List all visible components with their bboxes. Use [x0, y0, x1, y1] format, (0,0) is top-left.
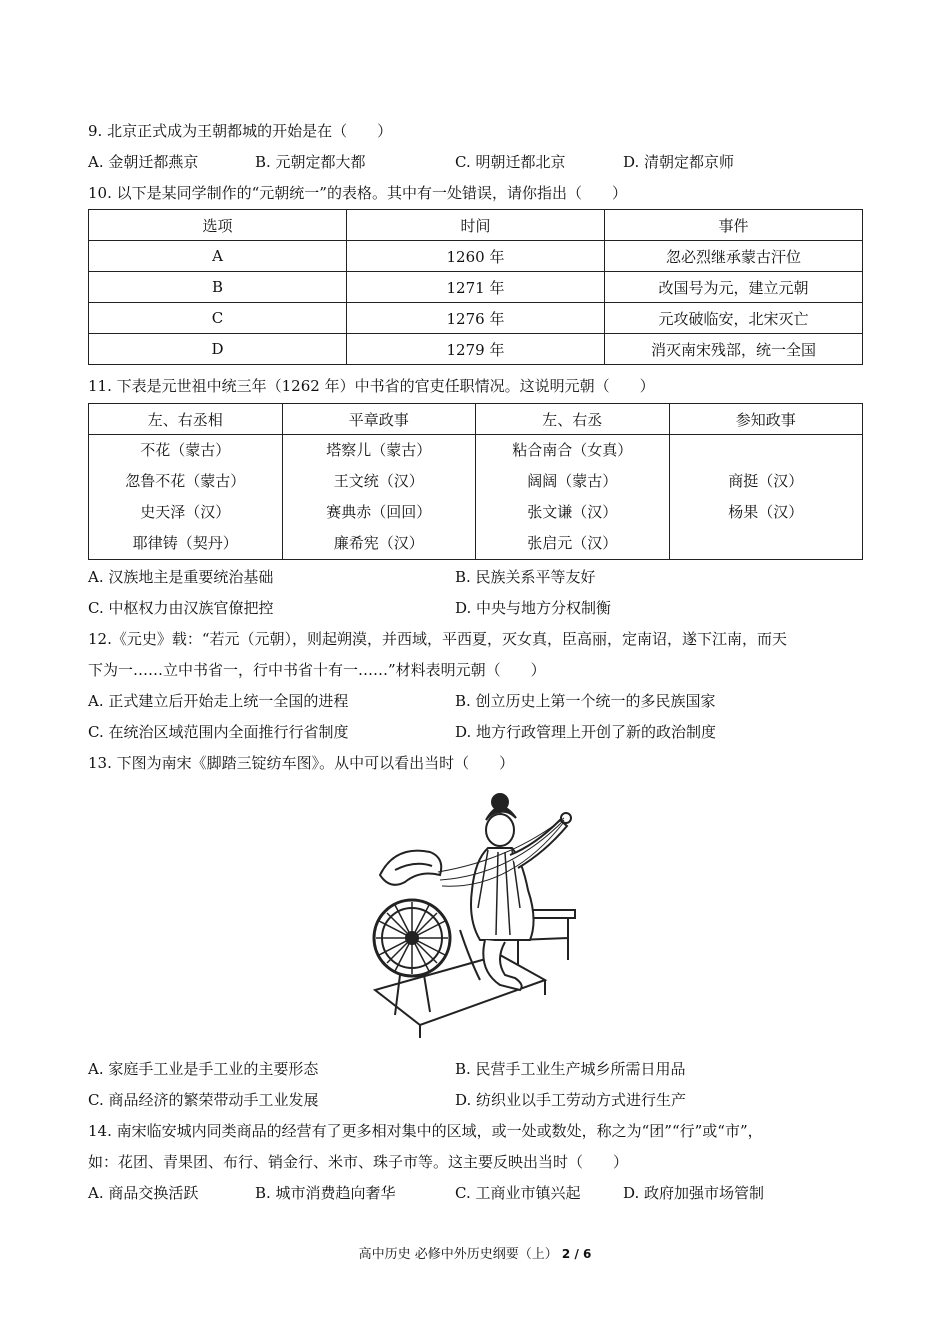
official-name: 赛典赤（回回）: [326, 503, 432, 521]
table-cell: C: [89, 303, 347, 334]
q11-option-a: A. 汉族地主是重要统治基础: [88, 568, 274, 586]
q12-option-a: A. 正式建立后开始走上统一全国的进程: [88, 692, 349, 710]
official-name: [670, 435, 863, 466]
q12-option-c: C. 在统治区域范围内全面推行行省制度: [88, 723, 349, 741]
spindle-housing: [380, 851, 441, 885]
q9-option-c: C. 明朝迁都北京: [455, 153, 566, 171]
question-12-stem-line-2: 下为一……立中书省一，行中书省十有一……”材料表明元朝（ ）: [88, 661, 546, 679]
q13-option-b: B. 民营手工业生产城乡所需日用品: [455, 1060, 686, 1078]
footer-title: 高中历史 必修中外历史纲要（上）: [358, 1247, 558, 1262]
table-header-row: [89, 404, 863, 435]
official-name: 杨果（汉）: [728, 503, 804, 521]
q11-option-d: D. 中央与地方分权制衡: [455, 599, 612, 617]
table-cell: 1276 年: [347, 303, 605, 334]
table-cell: [89, 435, 283, 560]
q14-option-d: D. 政府加强市场管制: [623, 1184, 765, 1202]
q13-option-c: C. 商品经济的繁荣带动手工业发展: [88, 1091, 319, 1109]
q10-table: [88, 209, 863, 365]
official-name: 不花（蒙古）: [140, 441, 231, 459]
q14-option-a: A. 商品交换活跃: [88, 1184, 199, 1202]
spinning-wheel-illustration: [360, 790, 590, 1040]
official-name: 塔察儿（蒙古）: [326, 441, 432, 459]
table-row: [89, 334, 863, 365]
table-row: [89, 303, 863, 334]
table-cell: [669, 435, 863, 560]
q13-option-a: A. 家庭手工业是手工业的主要形态: [88, 1060, 319, 1078]
q11-option-c: C. 中枢权力由汉族官僚把控: [88, 599, 274, 617]
table-cell: A: [89, 241, 347, 272]
table-cell: 元攻破临安，北宋灭亡: [605, 303, 863, 334]
q11-option-b: B. 民族关系平等友好: [455, 568, 596, 586]
figure-leg: [483, 940, 521, 990]
table-cell: 1260 年: [347, 241, 605, 272]
figure-head: [486, 814, 514, 846]
official-name: [670, 528, 863, 559]
table-header-cell: 时间: [347, 210, 605, 241]
question-9-stem: 9. 北京正式成为王朝都城的开始是在（ ）: [88, 122, 393, 140]
table-header-row: [89, 210, 863, 241]
official-name: 张文谦（汉）: [527, 503, 618, 521]
table-cell: 改国号为元，建立元朝: [605, 272, 863, 303]
page-footer: [0, 1243, 950, 1262]
wheel-spokes: [376, 902, 448, 974]
table-row: [89, 241, 863, 272]
table-cell: [476, 435, 670, 560]
q12-option-b: B. 创立历史上第一个统一的多民族国家: [455, 692, 716, 710]
table-header-cell: 选项: [89, 210, 347, 241]
q9-option-d: D. 清朝定都京师: [623, 153, 735, 171]
official-name: 王文统（汉）: [333, 472, 424, 490]
figure-raised-arm: [510, 820, 567, 868]
official-name: 忽鲁不花（蒙古）: [125, 472, 246, 490]
q9-option-a: A. 金朝迁都燕京: [88, 153, 199, 171]
official-name: 耶律铸（契丹）: [132, 534, 238, 552]
table-cell: B: [89, 272, 347, 303]
table-cell: 1279 年: [347, 334, 605, 365]
q9-option-b: B. 元朝定都大都: [255, 153, 366, 171]
question-10-stem: 10. 以下是某同学制作的“元朝统一”的表格。其中有一处错误，请你指出（ ）: [88, 184, 627, 202]
table-header-cell: 平章政事: [282, 404, 476, 435]
treadle-rod: [460, 930, 480, 980]
figure-hair-bun: [492, 794, 508, 810]
question-13-stem: 13. 下图为南宋《脚踏三锭纺车图》。从中可以看出当时（ ）: [88, 754, 515, 772]
q14-option-c: C. 工商业市镇兴起: [455, 1184, 581, 1202]
table-cell: 消灭南宋残部，统一全国: [605, 334, 863, 365]
frame-legs: [420, 980, 545, 1038]
q12-option-d: D. 地方行政管理上开创了新的政治制度: [455, 723, 717, 741]
table-row: [89, 272, 863, 303]
question-14-stem-line-1: 14. 南宋临安城内同类商品的经营有了更多相对集中的区域，或一处或数处，称之为“团”“行”或“市”，: [88, 1122, 763, 1140]
official-name: 阔阔（蒙古）: [527, 472, 618, 490]
page-number: 2 / 6: [561, 1247, 592, 1261]
question-14-stem-line-2: 如：花团、青果团、布行、销金行、米市、珠子市等。这主要反映出当时（ ）: [88, 1153, 629, 1171]
q13-option-d: D. 纺织业以手工劳动方式进行生产: [455, 1091, 687, 1109]
table-cell: 1271 年: [347, 272, 605, 303]
table-cell: 忽必烈继承蒙古汗位: [605, 241, 863, 272]
table-header-cell: 参知政事: [669, 404, 863, 435]
table-cell: D: [89, 334, 347, 365]
table-cell: [282, 435, 476, 560]
official-name: 张启元（汉）: [527, 534, 618, 552]
table-row: [89, 435, 863, 560]
q11-table: [88, 403, 863, 560]
question-12-stem-line-1: 12.《元史》载：“若元（元朝），则起朔漠，并西域，平西夏，灭女真，臣高丽，定南诏，遂下江南，而天: [88, 630, 788, 648]
official-name: 粘合南合（女真）: [512, 441, 633, 459]
official-name: 史天泽（汉）: [140, 503, 231, 521]
table-header-cell: 左、右丞: [476, 404, 670, 435]
q14-option-b: B. 城市消费趋向奢华: [255, 1184, 396, 1202]
table-header-cell: 左、右丞相: [89, 404, 283, 435]
table-header-cell: 事件: [605, 210, 863, 241]
official-name: 廉希宪（汉）: [333, 534, 424, 552]
official-name: 商挺（汉）: [728, 472, 804, 490]
question-11-stem: 11. 下表是元世祖中统三年（1262 年）中书省的官吏任职情况。这说明元朝（ ）: [88, 377, 655, 395]
